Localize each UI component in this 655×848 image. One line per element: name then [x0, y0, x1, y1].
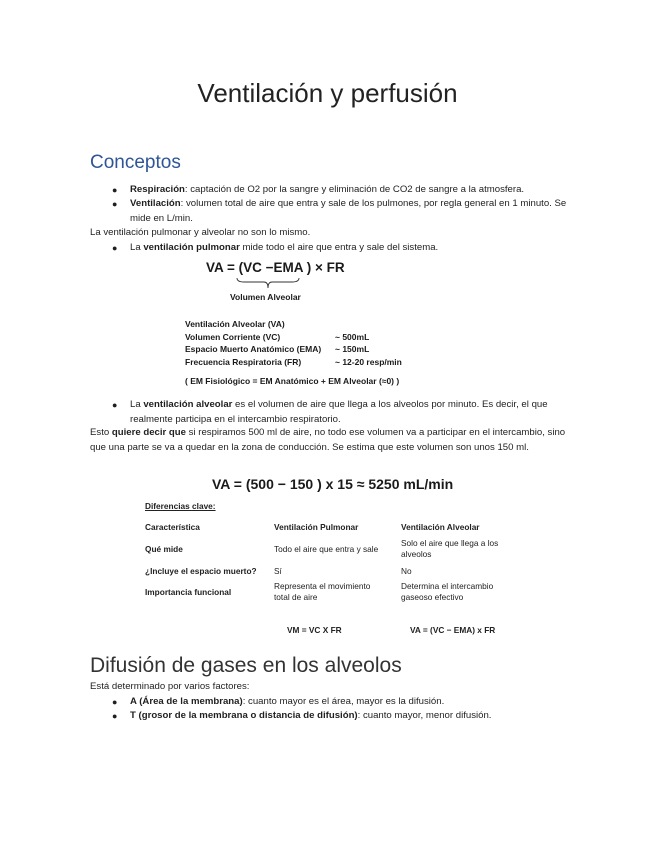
brace-label: Volumen Alveolar: [230, 292, 301, 302]
table-cell: Determina el intercambio gaseoso efectivo: [401, 581, 494, 602]
text: La: [130, 399, 144, 410]
bullet-dot: ●: [112, 711, 118, 721]
term: ventilación pulmonar: [143, 242, 240, 253]
bullet-ventilacion-alveolar: [112, 398, 562, 427]
bullet-ventilacion-pulmonar: [112, 241, 570, 256]
term: quiere decir que: [111, 427, 186, 438]
table-cell: Solo el aire que llega a los alveolos: [401, 538, 499, 559]
section-heading-difusion: Difusión de gases en los alveolos: [90, 654, 402, 677]
text: Esto: [90, 427, 112, 438]
term: T (grosor de la membrana o distancia de difusión): [130, 710, 358, 721]
bullet-text: : cuanto mayor, menor difusión.: [357, 710, 492, 721]
table-cell: No: [401, 566, 412, 576]
table-cell: Qué mide: [145, 544, 183, 554]
brace-icon: [236, 276, 300, 290]
bullet-ventilacion: [112, 197, 570, 226]
def-value: ~ 500mL: [335, 332, 370, 342]
bullet-dot: ●: [112, 243, 118, 253]
bullet-text: : captación de O2 por la sangre y eliminación de CO2 de sangre a la atmosfera.: [184, 184, 525, 195]
term: Ventilación: [130, 198, 181, 209]
formula-va-example: VA = (500 − 150 ) x 15 ≈ 5250 mL/min: [212, 476, 454, 492]
term: Respiración: [130, 184, 185, 195]
def-label: Espacio Muerto Anatómico (EMA): [185, 344, 322, 354]
table-cell: ¿Incluye el espacio muerto?: [145, 566, 257, 576]
bullet-text: mide todo el aire que entra y sale del sistema.: [239, 242, 439, 253]
bullet-grosor: [112, 709, 570, 724]
bullet-dot: ●: [112, 400, 118, 410]
table-header: Característica: [145, 522, 200, 532]
bullet-area: [112, 695, 570, 710]
paragraph-line: La ventilación pulmonar y alveolar no son lo mismo.: [90, 227, 311, 238]
text: La: [130, 242, 144, 253]
table-cell: Importancia funcional: [145, 587, 232, 597]
table-header: Ventilación Pulmonar: [274, 522, 359, 532]
table-cell: Sí: [274, 566, 282, 576]
def-label: Volumen Corriente (VC): [185, 332, 281, 342]
page-title: Ventilación y perfusión: [197, 78, 458, 108]
def-label: Frecuencia Respiratoria (FR): [185, 357, 302, 367]
section-heading-conceptos: Conceptos: [90, 152, 181, 173]
def-value: ~ 12-20 resp/min: [335, 357, 402, 367]
paragraph-line: Está determinado por varios factores:: [90, 681, 250, 692]
bullet-text: : volumen total de aire que entra y sale de los pulmones, por regla general en 1 minuto. Se mide en L/min.: [130, 198, 567, 224]
bullet-dot: ●: [112, 185, 118, 195]
table-footer-formula: VA = (VC − EMA) x FR: [410, 625, 496, 635]
def-value: ~ 150mL: [335, 344, 370, 354]
paragraph-text: si respiramos 500 ml de aire, no todo ese volumen va a participar en el intercambio, sino que una parte se va a quedar en la zona de conducción. Se estima que este volumen son unos 150 ml.: [90, 427, 566, 453]
bullet-text: es el volumen de aire que llega a los alveolos por minuto. Es decir, el que realmente participa en el intercambio respiratorio.: [130, 399, 548, 425]
table-cell: Representa el movimiento total de aire: [274, 581, 371, 602]
table-cell: Todo el aire que entra y sale: [274, 544, 379, 554]
term: A (Área de la membrana): [130, 696, 243, 707]
paragraph: [90, 426, 568, 455]
def-label: Ventilación Alveolar (VA): [185, 319, 285, 329]
term: ventilación alveolar: [143, 399, 233, 410]
table-caption: Diferencias clave:: [145, 501, 216, 511]
bullet-dot: ●: [112, 199, 118, 209]
table-footer-formula: VM = VC X FR: [287, 625, 342, 635]
table-header: Ventilación Alveolar: [401, 522, 480, 532]
bullet-text: : cuanto mayor es el área, mayor es la difusión.: [242, 696, 445, 707]
bullet-dot: ●: [112, 697, 118, 707]
em-note: ( EM Fisiológico = EM Anatómico + EM Alveolar (≈0) ): [185, 376, 400, 386]
formula-va: VA = (VC −EMA ) × FR: [206, 260, 345, 275]
bullet-respiracion: [112, 183, 570, 198]
